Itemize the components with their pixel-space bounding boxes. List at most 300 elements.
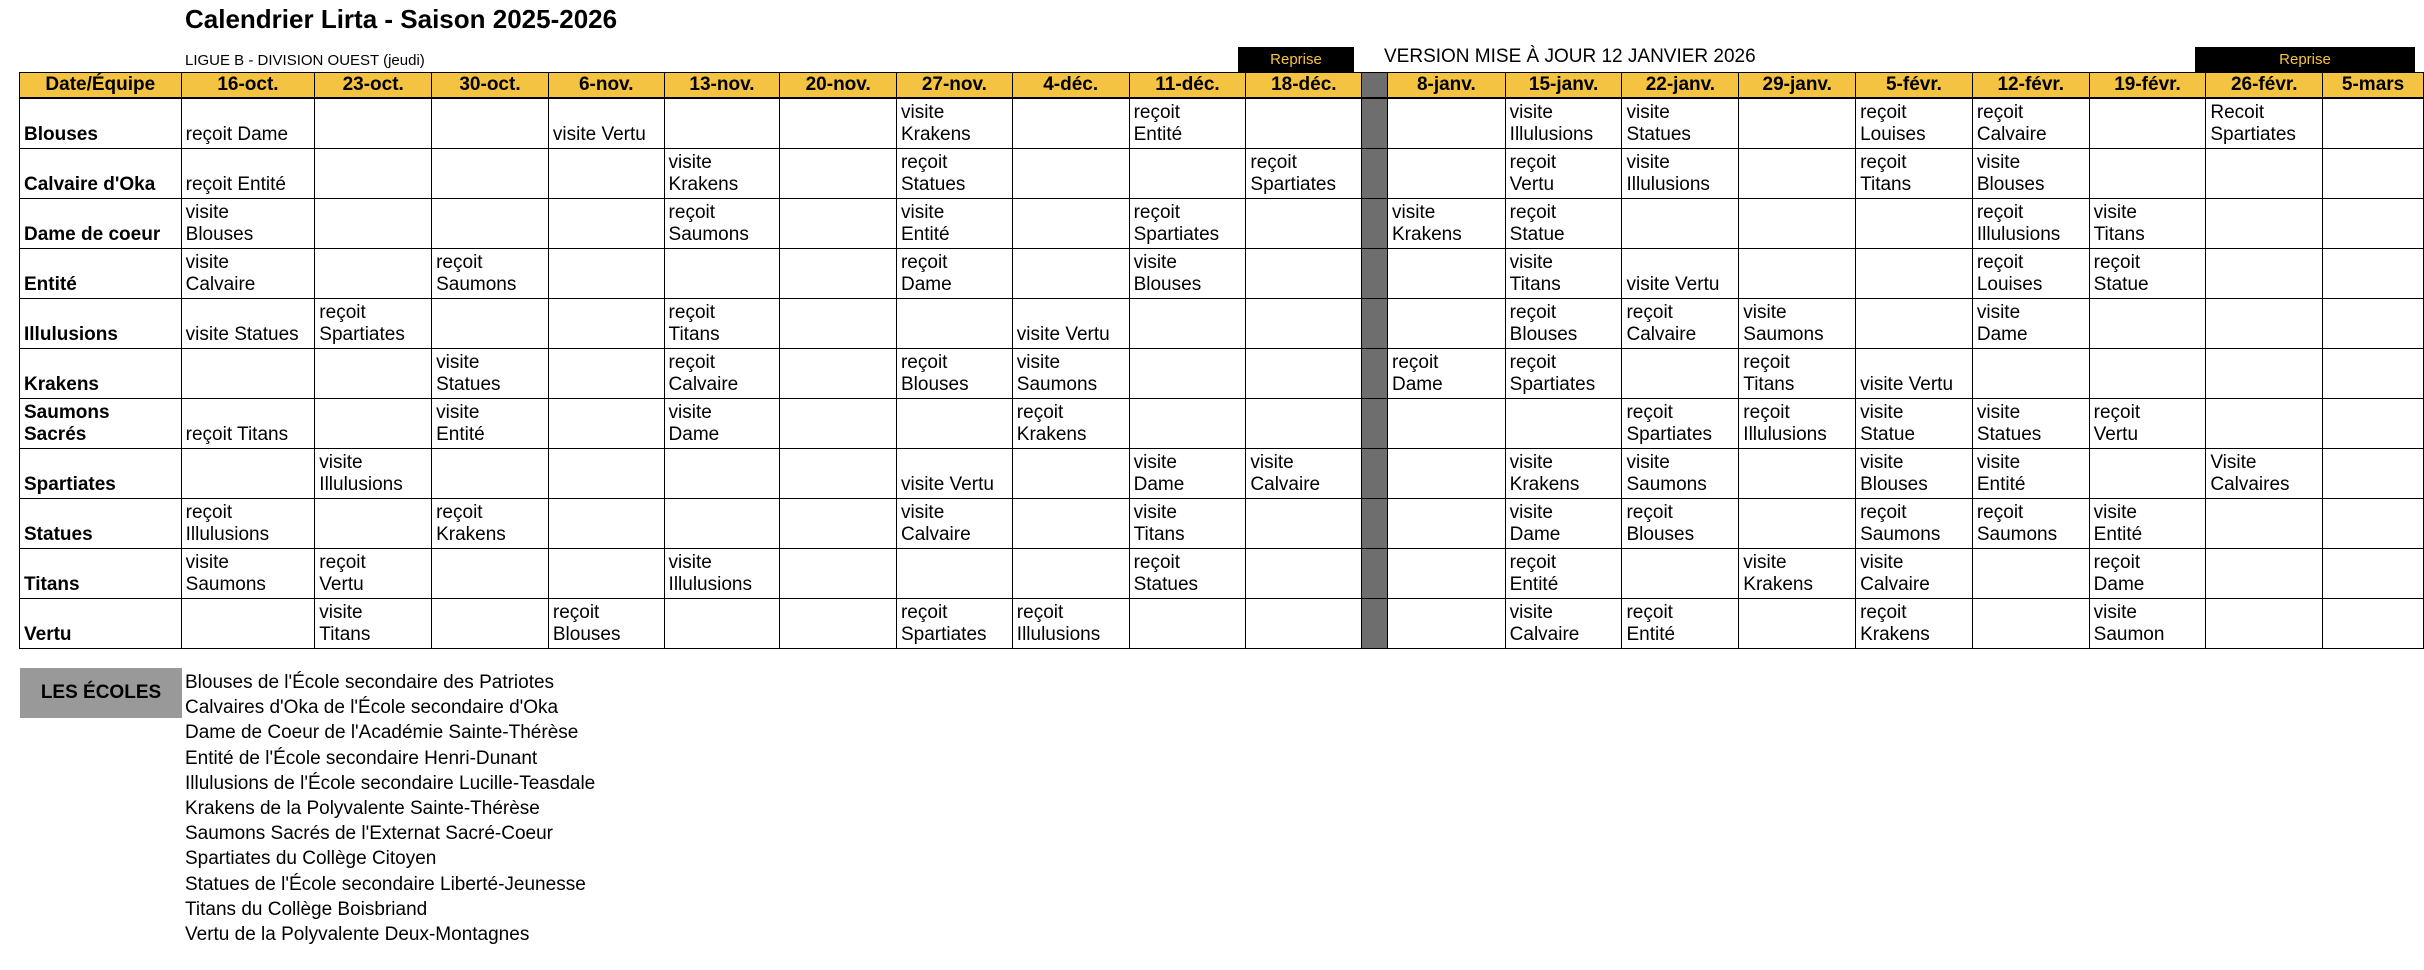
game-cell-text: reçoit Blouses	[900, 352, 969, 395]
break-separator	[1362, 73, 1388, 99]
date-header: 16-oct.	[181, 73, 315, 99]
game-cell	[1388, 499, 1506, 549]
date-header: 29-janv.	[1739, 73, 1856, 99]
game-cell	[548, 98, 664, 149]
game-cell	[2089, 549, 2206, 599]
date-header: 18-déc.	[1246, 73, 1362, 99]
game-cell	[1246, 399, 1362, 449]
game-cell-text: visite Krakens	[1392, 202, 1462, 245]
game-cell	[1856, 199, 1973, 249]
game-cell	[1246, 199, 1362, 249]
date-header: 15-janv.	[1505, 73, 1622, 99]
game-cell	[181, 549, 315, 599]
game-cell	[2206, 499, 2323, 549]
date-header: 30-oct.	[432, 73, 549, 99]
team-name-text: Saumons Sacrés	[24, 402, 110, 445]
game-cell	[1856, 449, 1973, 499]
game-cell	[2323, 98, 2424, 149]
game-cell	[1129, 249, 1246, 299]
game-cell	[1972, 98, 2089, 149]
game-cell	[1012, 199, 1129, 249]
game-cell	[1856, 349, 1973, 399]
game-cell-text: visite Statues	[1976, 402, 2042, 445]
table-row	[20, 98, 2424, 149]
game-cell-text: visite Statues	[1626, 102, 1691, 145]
school-item: Blouses de l'École secondaire des Patriotes	[185, 672, 555, 693]
game-cell	[1856, 549, 1973, 599]
game-cell	[2323, 199, 2424, 249]
team-name-text: Entité	[24, 274, 77, 295]
game-cell	[432, 499, 549, 549]
game-cell-text: visite Titans	[2093, 202, 2145, 245]
game-cell	[2206, 349, 2323, 399]
game-cell	[2206, 399, 2323, 449]
game-cell	[1129, 449, 1246, 499]
school-item: Entité de l'École secondaire Henri-Dunant	[185, 747, 538, 769]
game-cell-text: reçoit Titans	[1743, 352, 1795, 395]
date-header: 26-févr.	[2206, 73, 2323, 99]
game-cell	[432, 149, 549, 199]
game-cell	[1246, 299, 1362, 349]
break-separator	[1362, 149, 1388, 199]
date-header: 19-févr.	[2089, 73, 2206, 99]
break-separator	[1362, 399, 1388, 449]
game-cell	[1739, 599, 1856, 649]
break-separator	[1362, 199, 1388, 249]
game-cell	[1388, 98, 1506, 149]
game-cell	[1972, 449, 2089, 499]
game-cell	[1505, 299, 1622, 349]
game-cell	[1246, 449, 1362, 499]
game-cell	[1388, 599, 1506, 649]
game-cell-text: reçoit Statues	[1133, 552, 1199, 595]
game-cell	[2089, 349, 2206, 399]
game-cell-text: reçoit Spartiates	[319, 302, 405, 345]
game-cell-text: reçoit Krakens	[436, 502, 506, 545]
game-cell-text: reçoit Saumons	[1976, 502, 2058, 545]
game-cell-text: visite Calvaire	[900, 502, 971, 545]
game-cell	[896, 98, 1012, 149]
game-cell-text: reçoit Calvaire	[668, 352, 739, 395]
game-cell	[1856, 149, 1973, 199]
game-cell	[181, 599, 315, 649]
game-cell	[1972, 149, 2089, 199]
game-cell-text: visite Krakens	[1743, 552, 1813, 595]
game-cell	[664, 98, 780, 149]
game-cell-text: visite Illulusions	[668, 552, 752, 595]
break-separator	[1362, 499, 1388, 549]
game-cell	[1622, 199, 1739, 249]
game-cell-text: reçoit Calvaire	[1626, 302, 1697, 345]
game-cell	[1505, 249, 1622, 299]
table-row	[20, 499, 2424, 549]
game-cell	[548, 199, 664, 249]
team-name	[20, 449, 182, 499]
game-cell	[1856, 499, 1973, 549]
school-item: Vertu de la Polyvalente Deux-Montagnes	[185, 924, 530, 946]
game-cell-text: visite Blouses	[185, 202, 254, 245]
game-cell-text: visite Vertu	[1626, 274, 1720, 295]
game-cell-text: visite Vertu	[552, 124, 646, 145]
game-cell	[1622, 549, 1739, 599]
game-cell	[1012, 499, 1129, 549]
date-header: 22-janv.	[1622, 73, 1739, 99]
version-note: VERSION MISE À JOUR 12 JANVIER 2026	[1384, 46, 1756, 67]
team-name-text: Titans	[24, 574, 80, 595]
game-cell	[1129, 199, 1246, 249]
game-cell-text: reçoit Spartiates	[1509, 352, 1596, 395]
game-cell	[1388, 549, 1506, 599]
game-cell	[1972, 199, 2089, 249]
game-cell	[1622, 349, 1739, 399]
game-cell-text: reçoit Entité	[185, 174, 286, 195]
game-cell-text: reçoit Spartiates	[1626, 402, 1713, 445]
game-cell	[896, 349, 1012, 399]
date-header: 5-mars	[2323, 73, 2424, 99]
game-cell	[2089, 449, 2206, 499]
game-cell	[1012, 98, 1129, 149]
game-cell	[780, 98, 897, 149]
game-cell-text: reçoit Vertu	[319, 552, 366, 595]
game-cell-text: visite Vertu	[1016, 324, 1110, 345]
game-cell-text: visite Titans	[319, 602, 371, 645]
game-cell	[1246, 98, 1362, 149]
game-cell	[664, 299, 780, 349]
game-cell	[432, 299, 549, 349]
game-cell	[780, 499, 897, 549]
game-cell-text: reçoit Saumons	[668, 202, 749, 245]
table-row	[20, 549, 2424, 599]
date-header: 23-oct.	[315, 73, 432, 99]
game-cell	[432, 549, 549, 599]
game-cell-text: reçoit Calvaire	[1976, 102, 2047, 145]
game-cell	[1129, 399, 1246, 449]
schedule-table	[19, 72, 2424, 649]
break-separator	[1362, 98, 1388, 149]
table-row	[20, 449, 2424, 499]
school-item: Saumons Sacrés de l'Externat Sacré-Coeur	[185, 823, 553, 845]
table-row	[20, 399, 2424, 449]
game-cell	[664, 349, 780, 399]
team-name-text: Vertu	[24, 624, 72, 645]
game-cell-text: visite Krakens	[900, 102, 971, 145]
game-cell	[1622, 149, 1739, 199]
date-header: 11-déc.	[1129, 73, 1246, 99]
header-row	[20, 73, 2424, 99]
game-cell	[432, 449, 549, 499]
team-name-text: Blouses	[24, 124, 98, 145]
game-cell	[1012, 549, 1129, 599]
game-cell-text: reçoit Titans	[1860, 152, 1912, 195]
school-item: Illulusions de l'École secondaire Lucille-Teasdale	[185, 772, 596, 794]
school-item: Statues de l'École secondaire Liberté-Jeunesse	[185, 873, 586, 895]
game-cell	[315, 149, 432, 199]
game-cell-text: reçoit Spartiates	[900, 602, 987, 645]
game-cell	[1505, 98, 1622, 149]
game-cell	[1129, 98, 1246, 149]
game-cell	[896, 299, 1012, 349]
game-cell	[548, 349, 664, 399]
game-cell	[1972, 249, 2089, 299]
game-cell-text: visite Titans	[1133, 502, 1185, 545]
game-cell	[1739, 549, 1856, 599]
date-header: 5-févr.	[1856, 73, 1973, 99]
game-cell	[1129, 599, 1246, 649]
game-cell	[1388, 199, 1506, 249]
game-cell	[1739, 449, 1856, 499]
game-cell	[2323, 249, 2424, 299]
game-cell	[432, 349, 549, 399]
game-cell	[1246, 149, 1362, 199]
game-cell	[432, 199, 549, 249]
game-cell	[896, 499, 1012, 549]
game-cell-text: visite Dame	[1976, 302, 2028, 345]
game-cell	[2323, 299, 2424, 349]
team-name-text: Spartiates	[24, 474, 116, 495]
game-cell	[1012, 349, 1129, 399]
game-cell-text: visite Vertu	[1860, 374, 1954, 395]
team-name-text: Calvaire d'Oka	[24, 174, 156, 195]
game-cell	[432, 98, 549, 149]
game-cell-text: visite Illulusions	[1626, 152, 1710, 195]
game-cell	[2206, 549, 2323, 599]
team-name	[20, 599, 182, 649]
game-cell-text: visite Saumons	[1016, 352, 1098, 395]
game-cell	[780, 599, 897, 649]
game-cell-text: reçoit Statue	[1509, 202, 1565, 245]
game-cell	[2089, 399, 2206, 449]
game-cell	[664, 449, 780, 499]
game-cell	[1129, 299, 1246, 349]
team-name-text: Statues	[24, 524, 93, 545]
game-cell	[1246, 249, 1362, 299]
game-cell	[1012, 299, 1129, 349]
game-cell-text: visite Calvaire	[185, 252, 256, 295]
game-cell-text: visite Entité	[436, 402, 485, 445]
team-name	[20, 549, 182, 599]
game-cell	[1388, 299, 1506, 349]
game-cell	[1622, 98, 1739, 149]
team-name	[20, 149, 182, 199]
game-cell-text: Visite Calvaires	[2210, 452, 2290, 495]
game-cell-text: reçoit Saumons	[1860, 502, 1941, 545]
school-item: Spartiates du Collège Citoyen	[185, 848, 437, 870]
game-cell	[1505, 149, 1622, 199]
game-cell	[548, 549, 664, 599]
game-cell	[1388, 449, 1506, 499]
team-name-text: Dame de coeur	[24, 224, 161, 245]
game-cell	[1505, 549, 1622, 599]
game-cell-text: visite Calvaire	[1509, 602, 1580, 645]
game-cell-text: visite Dame	[1509, 502, 1561, 545]
game-cell-text: visite Illulusions	[1509, 102, 1594, 145]
game-cell-text: Recoit Spartiates	[2210, 102, 2296, 145]
game-cell	[1856, 599, 1973, 649]
game-cell	[2089, 149, 2206, 199]
game-cell	[780, 299, 897, 349]
schools-label: LES ÉCOLES	[20, 668, 182, 718]
game-cell	[315, 599, 432, 649]
game-cell-text: reçoit Titans	[668, 302, 720, 345]
game-cell	[1856, 399, 1973, 449]
game-cell	[548, 149, 664, 199]
corner-header: Date/Équipe	[20, 73, 182, 99]
game-cell-text: visite Dame	[668, 402, 720, 445]
school-item: Krakens de la Polyvalente Sainte-Thérèse	[185, 798, 540, 820]
game-cell	[664, 149, 780, 199]
game-cell-text: reçoit Louises	[1976, 252, 2043, 295]
game-cell	[780, 549, 897, 599]
game-cell	[181, 199, 315, 249]
game-cell	[896, 549, 1012, 599]
page-title: Calendrier Lirta - Saison 2025-2026	[185, 4, 618, 34]
game-cell-text: reçoit Spartiates	[1133, 202, 1220, 245]
game-cell	[181, 349, 315, 399]
game-cell-text: reçoit Statue	[2093, 252, 2149, 295]
game-cell	[1972, 299, 2089, 349]
team-name	[20, 499, 182, 549]
game-cell	[1972, 549, 2089, 599]
table-row	[20, 349, 2424, 399]
game-cell	[896, 249, 1012, 299]
game-cell-text: reçoit Entité	[1509, 552, 1559, 595]
game-cell	[1246, 599, 1362, 649]
game-cell	[1739, 399, 1856, 449]
table-row	[20, 299, 2424, 349]
table-row	[20, 599, 2424, 649]
game-cell	[1972, 599, 2089, 649]
game-cell-text: visite Illulusions	[319, 452, 403, 495]
game-cell	[2089, 98, 2206, 149]
game-cell-text: visite Blouses	[1976, 152, 2045, 195]
date-header: 4-déc.	[1012, 73, 1129, 99]
game-cell	[548, 299, 664, 349]
team-name-text: Krakens	[24, 374, 99, 395]
schools-list	[185, 670, 595, 947]
game-cell	[780, 449, 897, 499]
game-cell-text: visite Statues	[436, 352, 501, 395]
game-cell	[1856, 98, 1973, 149]
game-cell	[664, 599, 780, 649]
game-cell	[664, 399, 780, 449]
game-cell	[1129, 349, 1246, 399]
table-row	[20, 149, 2424, 199]
game-cell-text: reçoit Louises	[1860, 102, 1926, 145]
game-cell	[664, 199, 780, 249]
game-cell	[1739, 499, 1856, 549]
game-cell	[780, 249, 897, 299]
game-cell	[2323, 549, 2424, 599]
game-cell	[896, 199, 1012, 249]
game-cell-text: visite Calvaire	[1250, 452, 1321, 495]
game-cell	[1972, 399, 2089, 449]
game-cell-text: reçoit Dame	[1392, 352, 1443, 395]
game-cell-text: visite Statue	[1860, 402, 1916, 445]
game-cell-text: visite Calvaire	[1860, 552, 1930, 595]
game-cell	[548, 249, 664, 299]
game-cell-text: reçoit Dame	[900, 252, 952, 295]
game-cell	[1856, 299, 1973, 349]
date-header: 6-nov.	[548, 73, 664, 99]
break-separator	[1362, 249, 1388, 299]
game-cell	[1622, 599, 1739, 649]
game-cell	[1505, 499, 1622, 549]
team-name	[20, 199, 182, 249]
game-cell	[2089, 199, 2206, 249]
game-cell	[1388, 399, 1506, 449]
game-cell	[1739, 149, 1856, 199]
game-cell	[2206, 299, 2323, 349]
team-name	[20, 249, 182, 299]
school-item: Titans du Collège Boisbriand	[185, 898, 428, 920]
game-cell	[2206, 599, 2323, 649]
game-cell-text: visite Dame	[1133, 452, 1185, 495]
game-cell	[315, 98, 432, 149]
game-cell-text: visite Saumons	[185, 552, 266, 595]
game-cell-text: reçoit Illulusions	[1976, 202, 2061, 245]
game-cell	[780, 149, 897, 199]
game-cell	[1505, 399, 1622, 449]
game-cell-text: reçoit Krakens	[1016, 402, 1087, 445]
game-cell-text: reçoit Blouses	[552, 602, 621, 645]
game-cell-text: visite Titans	[1509, 252, 1561, 295]
game-cell	[896, 449, 1012, 499]
game-cell	[315, 549, 432, 599]
game-cell-text: visite Blouses	[1133, 252, 1202, 295]
game-cell	[1739, 349, 1856, 399]
game-cell	[1622, 249, 1739, 299]
game-cell	[896, 599, 1012, 649]
game-cell	[1972, 349, 2089, 399]
table-row	[20, 249, 2424, 299]
game-cell	[181, 149, 315, 199]
game-cell-text: reçoit Saumons	[436, 252, 517, 295]
team-name	[20, 399, 182, 449]
game-cell	[181, 98, 315, 149]
game-cell	[2089, 299, 2206, 349]
game-cell	[1012, 249, 1129, 299]
game-cell-text: visite Saumons	[1743, 302, 1824, 345]
game-cell	[1129, 149, 1246, 199]
game-cell	[315, 349, 432, 399]
game-cell-text: visite Saumon	[2093, 602, 2165, 645]
game-cell-text: reçoit Dame	[2093, 552, 2145, 595]
game-cell	[432, 399, 549, 449]
game-cell-text: visite Vertu	[900, 474, 994, 495]
game-cell	[664, 249, 780, 299]
game-cell-text: reçoit Titans	[185, 424, 289, 445]
game-cell	[1388, 249, 1506, 299]
game-cell	[2323, 399, 2424, 449]
game-cell	[1012, 599, 1129, 649]
game-cell	[2323, 449, 2424, 499]
team-name	[20, 98, 182, 149]
game-cell	[1739, 249, 1856, 299]
game-cell	[1739, 299, 1856, 349]
game-cell-text: visite Statues	[185, 324, 299, 345]
game-cell	[1012, 399, 1129, 449]
game-cell	[181, 449, 315, 499]
reprise-badge-1: Reprise	[1238, 47, 1354, 72]
reprise-badge-2: Reprise	[2195, 47, 2415, 72]
game-cell-text: reçoit Illulusions	[185, 502, 270, 545]
game-cell-text: reçoit Vertu	[1509, 152, 1557, 195]
game-cell-text: visite Entité	[900, 202, 950, 245]
break-separator	[1362, 349, 1388, 399]
game-cell-text: visite Entité	[1976, 452, 2026, 495]
game-cell	[896, 149, 1012, 199]
game-cell	[315, 299, 432, 349]
